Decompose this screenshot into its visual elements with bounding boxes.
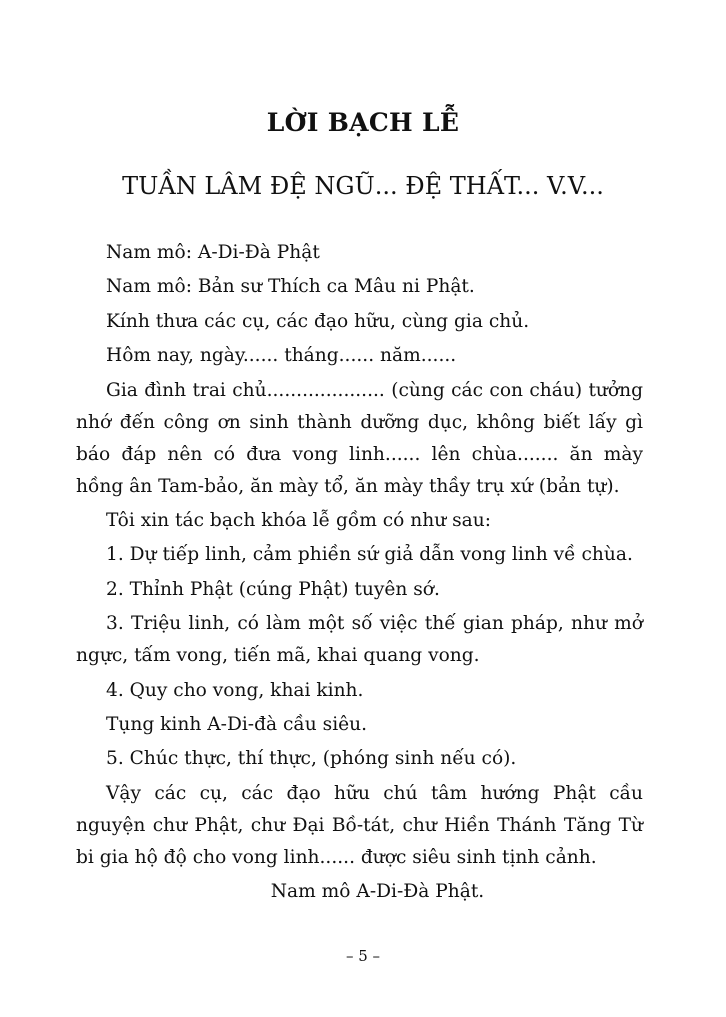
paragraph-prayer: Vậy các cụ, các đạo hữu chú tâm hướng Phật cầu nguyện chư Phật, chư Đại Bồ-tát, chư Hiền Thánh Tăng Từ bi gia hộ độ cho vong linh...... được siêu sinh tịnh cảnh.	[76, 782, 643, 868]
body-text	[76, 237, 643, 910]
page-number: – 5 –	[345, 947, 381, 965]
page-title: LỜI BẠCH LỄ	[266, 108, 460, 137]
paragraph-step-2: 2. Thỉnh Phật (cúng Phật) tuyên sớ.	[106, 578, 440, 600]
paragraph-invocation-amitabha: Nam mô: A-Di-Đà Phật	[106, 242, 320, 263]
paragraph-step-4: 4. Quy cho vong, khai kinh.	[106, 679, 364, 701]
paragraph-family: Gia đình trai chủ.................... (cùng các con cháu) tưởng nhớ đến công ơn sinh thành dưỡng dục, không biết lấy gì báo đáp nên có đưa vong linh...... lên chùa....... ăn mày hồng ân Tam-bảo, ăn mày tổ, ăn mày thầy trụ xứ (bản tự).	[76, 379, 643, 497]
paragraph-step-1: 1. Dự tiếp linh, cảm phiền sứ giả dẫn vong linh về chùa.	[106, 544, 633, 566]
paragraph-invocation-shakyamuni: Nam mô: Bản sư Thích ca Mâu ni Phật.	[106, 276, 475, 298]
paragraph-greeting: Kính thưa các cụ, các đạo hữu, cùng gia chủ.	[106, 310, 530, 332]
page-subtitle: TUẦN LÂM ĐỆ NGŨ... ĐỆ THẤT... V.V...	[122, 172, 604, 200]
paragraph-step-3: 3. Triệu linh, có làm một số việc thế gian pháp, như mở ngực, tấm vong, tiến mã, khai quang vong.	[76, 613, 643, 667]
paragraph-step-5: 5. Chúc thực, thí thực, (phóng sinh nếu có).	[106, 748, 517, 770]
paragraph-ceremony-intro: Tôi xin tác bạch khóa lễ gồm có như sau:	[106, 509, 491, 531]
paragraph-sutra-chanting: Tụng kinh A-Di-đà cầu siêu.	[106, 713, 368, 735]
paragraph-closing: Nam mô A-Di-Đà Phật.	[270, 881, 485, 903]
paragraph-date: Hôm nay, ngày...... tháng...... năm......	[106, 345, 457, 367]
